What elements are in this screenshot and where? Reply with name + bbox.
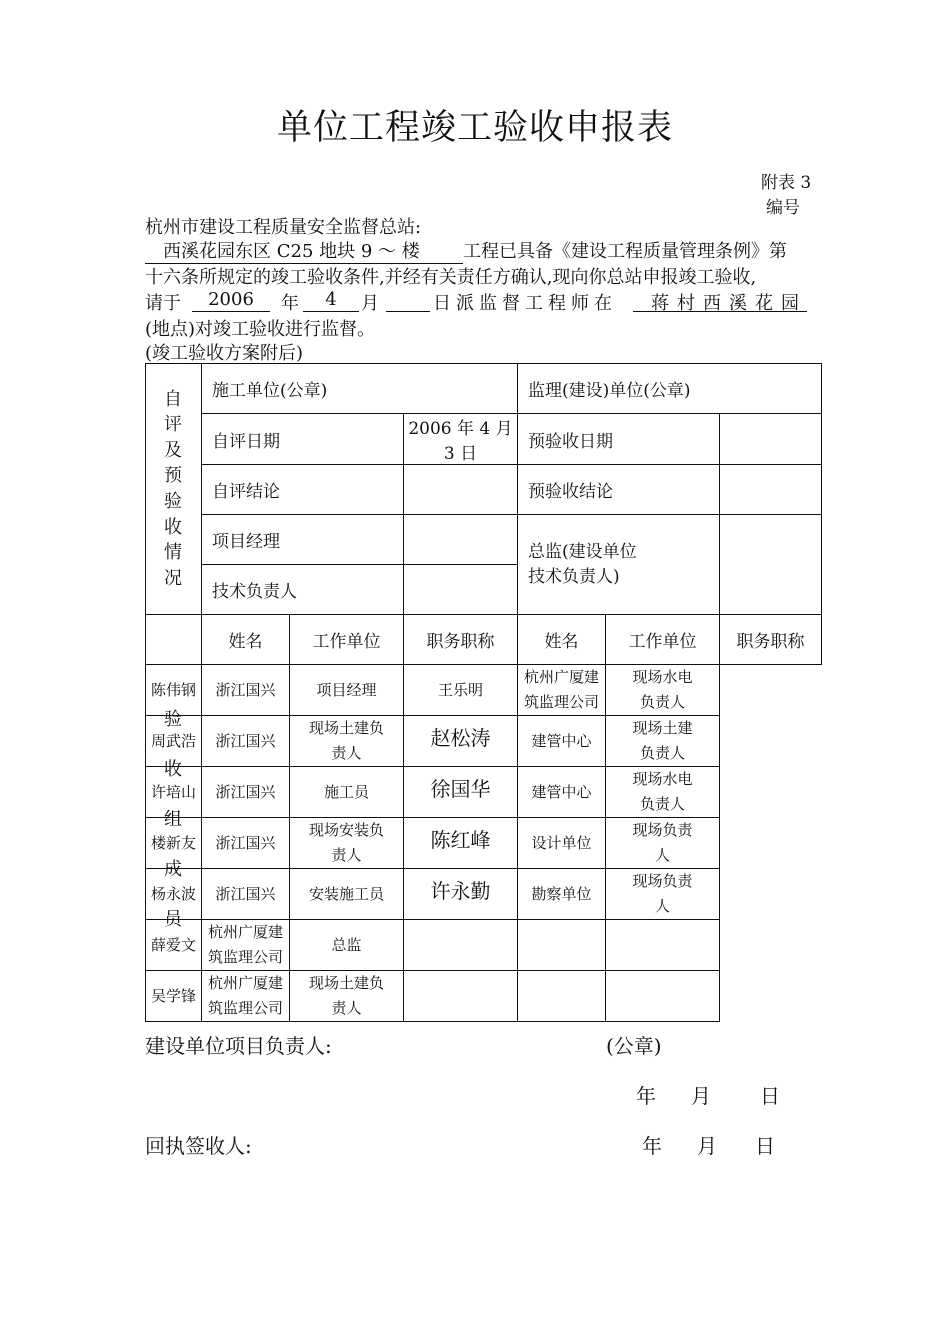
cell-line: 徐国华 [430, 777, 491, 801]
chief-supervisor-label [518, 515, 720, 615]
cell-line: 杭州广厦建 [207, 923, 283, 941]
row-manager [146, 515, 822, 565]
member-unit [202, 818, 290, 869]
project-manager-label: 项目经理 [202, 515, 404, 565]
body-line-2: 十六条所规定的竣工验收条件,并经有关责任方确认,现向你总站申报竣工验收, [145, 267, 757, 288]
inspection-place: 蒋村西溪花园 [651, 293, 807, 314]
body-line-5: (竣工验收方案附后) [145, 343, 304, 364]
tech-lead-label: 技术负责人 [202, 565, 404, 615]
pre-accept-date-value [720, 414, 822, 465]
tech-lead-value [404, 565, 518, 615]
cell-line: 周武浩 [150, 731, 196, 750]
side-char: 验 [164, 491, 182, 512]
row-dates [146, 414, 822, 465]
cell-line: 许培山 [150, 782, 196, 801]
side-char: 预 [164, 465, 182, 486]
day-unit-text: 日派监督工程师在 [433, 293, 617, 314]
member-unit [518, 920, 606, 971]
cell-line: 浙江国兴 [215, 782, 276, 801]
cell-line: 建管中心 [531, 782, 592, 801]
self-eval-conclusion-label: 自评结论 [202, 465, 404, 515]
cell-line: 薛爱文 [150, 935, 196, 954]
cell-line: 吴学锋 [150, 986, 196, 1005]
application-table [145, 363, 822, 1022]
row-conclusions [146, 465, 822, 515]
member-title [606, 767, 720, 818]
members-side-cell [146, 615, 202, 665]
member-unit [202, 971, 290, 1022]
header-unit-2: 工作单位 [606, 615, 720, 665]
self-eval-date-label: 自评日期 [202, 414, 404, 465]
member-unit [518, 665, 606, 716]
body-line-1-rest: 工程已具备《建设工程质量管理条例》第 [463, 241, 787, 262]
owner-month: 月 [691, 1084, 711, 1108]
side-char: 及 [164, 440, 182, 461]
side-char: 组 [164, 809, 182, 830]
cell-line: 浙江国兴 [215, 680, 276, 699]
member-unit [518, 971, 606, 1022]
member-unit [202, 869, 290, 920]
cell-line: 筑监理公司 [207, 999, 283, 1017]
cell-line: 项目经理 [316, 680, 377, 699]
side-char: 情 [164, 542, 182, 563]
request-year: 2006 [208, 289, 254, 310]
member-name [404, 920, 518, 971]
cell-line: 现场土建 [632, 719, 693, 737]
member-name [146, 971, 202, 1022]
member-rows [146, 665, 822, 1022]
chief-supervisor-label-line2: 技术负责人) [528, 566, 620, 587]
member-unit [518, 716, 606, 767]
receipt-year: 年 [642, 1134, 662, 1158]
member-unit [202, 767, 290, 818]
member-unit [202, 920, 290, 971]
serial-label: 编号 [766, 198, 800, 218]
cell-line: 现场土建负 [308, 719, 384, 737]
receipt-label: 回执签收人: [145, 1134, 252, 1158]
cell-line: 责人 [331, 846, 362, 864]
member-row [146, 818, 822, 869]
year-unit: 年 [281, 293, 299, 314]
member-name [404, 665, 518, 716]
cell-line: 施工员 [323, 782, 369, 801]
member-title [290, 716, 404, 767]
member-title [606, 920, 720, 971]
supervision-unit-label: 监理(建设)单位(公章) [518, 364, 822, 414]
header-title-2: 职务职称 [720, 615, 822, 665]
member-row [146, 920, 822, 971]
member-title [290, 767, 404, 818]
request-month: 4 [325, 289, 337, 310]
chief-supervisor-label-line1: 总监(建设单位 [528, 541, 637, 562]
side-char: 收 [164, 517, 182, 538]
cell-line: 勘察单位 [531, 884, 592, 903]
row-units [146, 364, 822, 414]
cell-line: 现场水电 [632, 668, 693, 686]
member-name [404, 971, 518, 1022]
receipt-day: 日 [755, 1134, 775, 1158]
cell-line: 设计单位 [531, 833, 592, 852]
member-title [290, 665, 404, 716]
owner-day: 日 [760, 1084, 780, 1108]
pre-accept-date-label: 预验收日期 [518, 414, 720, 465]
member-row [146, 971, 822, 1022]
member-title [290, 971, 404, 1022]
member-name [404, 716, 518, 767]
side-char: 况 [164, 568, 182, 589]
cell-line: 陈伟钢 [150, 680, 196, 699]
member-unit [518, 818, 606, 869]
month-underline [303, 311, 359, 312]
cell-line: 杭州广厦建 [524, 668, 600, 686]
cell-line: 浙江国兴 [215, 833, 276, 852]
side-char: 收 [164, 759, 182, 780]
pre-accept-conclusion-value [720, 465, 822, 515]
cell-line: 杨永波 [150, 884, 196, 903]
attachment-label: 附表 3 [761, 173, 812, 193]
chief-supervisor-value [720, 515, 822, 615]
member-unit [518, 767, 606, 818]
member-row [146, 665, 822, 716]
body-line-4: (地点)对竣工验收进行监督。 [145, 319, 376, 340]
member-title [606, 665, 720, 716]
member-unit [202, 665, 290, 716]
side-char: 自 [164, 389, 182, 410]
self-eval-date-value: 2006 年 4 月 3 日 [404, 414, 518, 465]
side-char: 员 [164, 909, 182, 930]
cell-line: 王乐明 [438, 680, 484, 699]
please-text: 请于 [145, 293, 181, 314]
member-row [146, 767, 822, 818]
cell-line: 人 [655, 897, 671, 915]
cell-line: 现场水电 [632, 770, 693, 788]
cell-line: 负责人 [640, 744, 686, 762]
cell-line: 浙江国兴 [215, 731, 276, 750]
side-char: 验 [164, 709, 182, 730]
member-name [404, 869, 518, 920]
header-title-1: 职务职称 [404, 615, 518, 665]
member-row [146, 869, 822, 920]
member-title [290, 818, 404, 869]
member-title [606, 818, 720, 869]
member-title [290, 920, 404, 971]
construction-unit-label: 施工单位(公章) [202, 364, 518, 414]
member-title [606, 716, 720, 767]
cell-line: 现场负责 [632, 872, 693, 890]
cell-line: 责人 [331, 744, 362, 762]
owner-label: 建设单位项目负责人: [145, 1034, 332, 1058]
header-name-1: 姓名 [202, 615, 290, 665]
cell-line: 总监 [331, 935, 362, 954]
side-char: 评 [164, 414, 182, 435]
self-eval-conclusion-value [404, 465, 518, 515]
member-unit [518, 869, 606, 920]
cell-line: 许永勤 [430, 879, 491, 903]
header-unit-1: 工作单位 [290, 615, 404, 665]
cell-line: 楼新友 [150, 833, 196, 852]
addressee: 杭州市建设工程质量安全监督总站: [145, 217, 422, 238]
cell-line: 现场负责 [632, 821, 693, 839]
member-name [404, 767, 518, 818]
project-manager-value [404, 515, 518, 565]
member-name [404, 818, 518, 869]
pre-accept-conclusion-label: 预验收结论 [518, 465, 720, 515]
header-name-2: 姓名 [518, 615, 606, 665]
owner-year: 年 [636, 1084, 656, 1108]
cell-line: 负责人 [640, 795, 686, 813]
year-underline [192, 311, 270, 312]
member-title [606, 869, 720, 920]
project-name: 西溪花园东区 C25 地块 9 ～ 楼 [145, 237, 463, 264]
cell-line: 安装施工员 [308, 884, 384, 903]
cell-line: 负责人 [640, 693, 686, 711]
cell-line: 现场安装负 [308, 821, 384, 839]
cell-line: 人 [655, 846, 671, 864]
cell-line: 杭州广厦建 [207, 974, 283, 992]
month-unit: 月 [361, 293, 379, 314]
cell-line: 现场土建负 [308, 974, 384, 992]
place-underline [633, 311, 807, 312]
members-header-row [146, 615, 822, 665]
cell-line: 浙江国兴 [215, 884, 276, 903]
receipt-month: 月 [697, 1134, 717, 1158]
cell-line: 赵松涛 [430, 726, 491, 750]
day-underline [386, 311, 430, 312]
cell-line: 建管中心 [531, 731, 592, 750]
cell-line: 陈红峰 [430, 828, 491, 852]
side-char: 成 [164, 859, 182, 880]
page-title: 单位工程竣工验收申报表 [276, 108, 673, 148]
cell-line: 筑监理公司 [207, 948, 283, 966]
member-title [606, 971, 720, 1022]
body-line-1 [145, 237, 807, 264]
member-title [290, 869, 404, 920]
cell-line: 责人 [331, 999, 362, 1017]
seal-label: (公章) [606, 1034, 662, 1058]
member-unit [202, 716, 290, 767]
member-row [146, 716, 822, 767]
cell-line: 筑监理公司 [524, 693, 600, 711]
